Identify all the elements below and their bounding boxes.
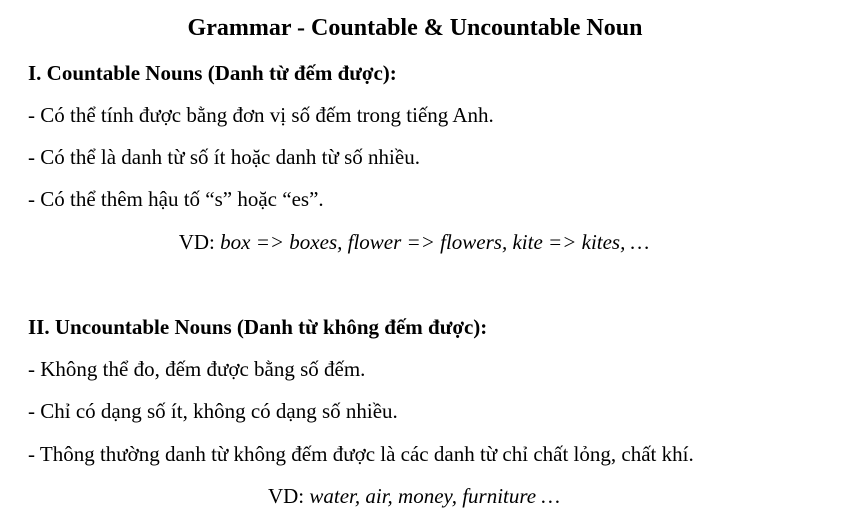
section-1-bullet-1: - Có thể tính được bằng đơn vị số đếm trong tiếng Anh. (28, 103, 494, 127)
section-1-heading: I. Countable Nouns (Danh từ đếm được): (28, 61, 397, 85)
example-prefix: VD: (267, 484, 310, 508)
section-1-bullet-3: - Có thể thêm hậu tố “s” hoặc “es”. (28, 187, 324, 211)
example-prefix: VD: (178, 230, 221, 254)
section-2-bullet-1: - Không thể đo, đếm được bằng số đếm. (28, 357, 366, 381)
section-1-bullet-2: - Có thể là danh từ số ít hoặc danh từ số nhiều. (28, 145, 420, 169)
section-2-bullet-2: - Chỉ có dạng số ít, không có dạng số nhiều. (28, 399, 398, 423)
section-2-example (0, 484, 828, 508)
example-text: box => boxes, flower => flowers, kite => kites, … (220, 230, 650, 254)
section-2-bullet-3: - Thông thường danh từ không đếm được là các danh từ chỉ chất lỏng, chất khí. (28, 442, 694, 466)
section-1-example (0, 230, 828, 254)
section-2-heading: II. Uncountable Nouns (Danh từ không đếm được): (28, 315, 488, 339)
example-text: water, air, money, furniture … (309, 484, 561, 508)
document-title: Grammar - Countable & Uncountable Noun (187, 15, 643, 41)
